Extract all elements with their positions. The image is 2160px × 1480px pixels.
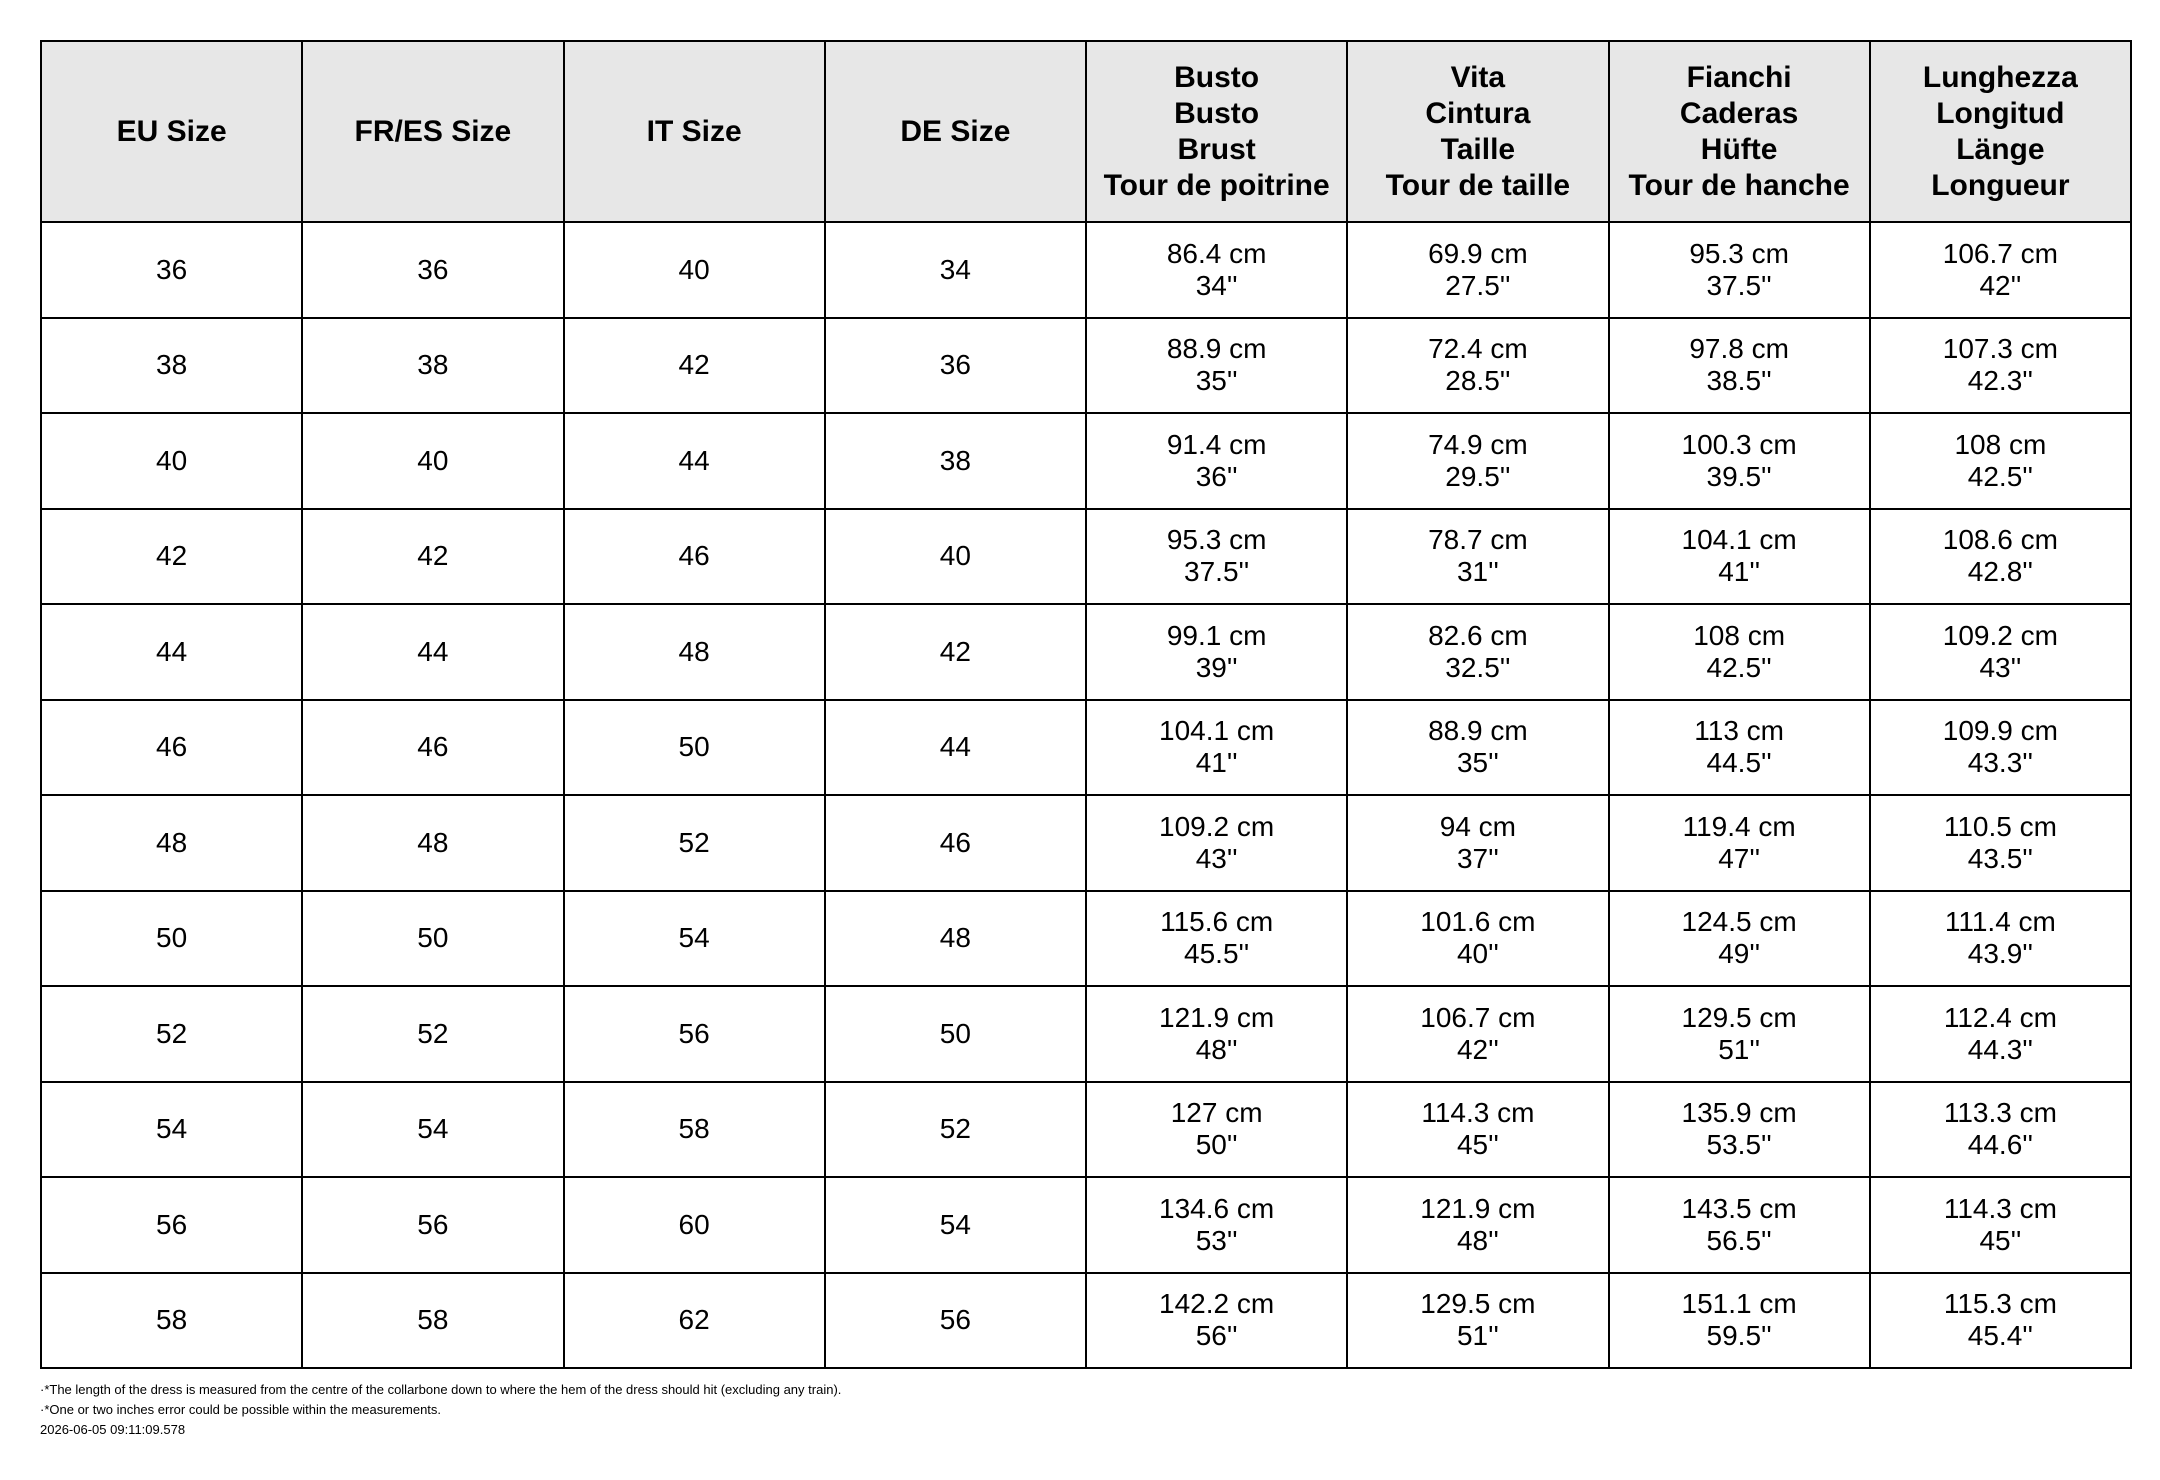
cell-eu-size: 50 <box>41 891 302 987</box>
cell-fr-es-size: 44 <box>302 604 563 700</box>
footnotes <box>40 1380 841 1440</box>
value-cm: 129.5 cm <box>1681 1001 1797 1033</box>
value-inches: 37.5'' <box>1184 556 1250 588</box>
table-row <box>41 986 2131 1082</box>
header-line: Hüfte <box>1700 132 1778 166</box>
cell-hips <box>1609 1082 1870 1178</box>
value-cm: 151.1 cm <box>1681 1288 1797 1320</box>
value-inches: 34'' <box>1195 269 1238 301</box>
cell-waist <box>1347 700 1608 796</box>
value-cm: 97.8 cm <box>1689 333 1789 365</box>
value-inches: 43.9'' <box>1967 938 2033 970</box>
value-inches: 35'' <box>1195 365 1238 397</box>
value-inches: 41'' <box>1195 747 1238 779</box>
cell-de-size: 52 <box>825 1082 1086 1178</box>
table-row <box>41 1082 2131 1178</box>
value-cm: 74.9 cm <box>1428 428 1528 460</box>
header-line: EU Size <box>116 114 227 148</box>
value-inches: 44.5'' <box>1706 747 1772 779</box>
cell-it-size: 40 <box>564 222 825 318</box>
header-bust <box>1086 41 1347 222</box>
header-hips <box>1609 41 1870 222</box>
cell-bust <box>1086 1273 1347 1369</box>
value-cm: 100.3 cm <box>1681 428 1797 460</box>
cell-hips <box>1609 700 1870 796</box>
value-inches: 56.5'' <box>1706 1224 1772 1256</box>
value-cm: 99.1 cm <box>1166 619 1267 651</box>
value-inches: 28.5'' <box>1445 365 1511 397</box>
cell-bust <box>1086 318 1347 414</box>
header-line: Brust <box>1177 132 1256 166</box>
value-cm: 127 cm <box>1170 1097 1263 1129</box>
cell-waist <box>1347 413 1608 509</box>
cell-fr-es-size: 46 <box>302 700 563 796</box>
cell-hips <box>1609 604 1870 700</box>
cell-fr-es-size: 48 <box>302 795 563 891</box>
header-line: Tour de poitrine <box>1103 168 1330 202</box>
value-inches: 31'' <box>1456 556 1499 588</box>
value-cm: 106.7 cm <box>1420 1001 1536 1033</box>
value-inches: 44.3'' <box>1967 1033 2033 1065</box>
header-line: Caderas <box>1679 96 1799 130</box>
value-cm: 114.3 cm <box>1421 1097 1535 1129</box>
value-cm: 119.4 cm <box>1682 810 1796 842</box>
size-chart-table <box>40 40 2132 1369</box>
cell-bust <box>1086 986 1347 1082</box>
value-inches: 59.5'' <box>1706 1320 1772 1352</box>
cell-it-size: 50 <box>564 700 825 796</box>
value-inches: 47'' <box>1718 842 1761 874</box>
timestamp: 2026-06-05 09:11:09.578 <box>40 1422 186 1437</box>
value-inches: 50'' <box>1195 1129 1238 1161</box>
value-inches: 45.4'' <box>1967 1320 2033 1352</box>
cell-de-size: 38 <box>825 413 1086 509</box>
cell-length <box>1870 986 2131 1082</box>
cell-it-size: 46 <box>564 509 825 605</box>
header-waist <box>1347 41 1608 222</box>
cell-fr-es-size: 38 <box>302 318 563 414</box>
footnote-dress-length: ·*The length of the dress is measured from the centre of the collarbone down to where the hem of the dress should hit (excluding any train). <box>40 1382 842 1397</box>
value-cm: 109.9 cm <box>1942 715 2058 747</box>
table-header <box>41 41 2131 222</box>
table-row <box>41 1177 2131 1273</box>
value-cm: 91.4 cm <box>1166 428 1267 460</box>
cell-hips <box>1609 222 1870 318</box>
value-inches: 42'' <box>1456 1033 1499 1065</box>
value-inches: 51'' <box>1718 1033 1761 1065</box>
value-inches: 27.5'' <box>1445 269 1511 301</box>
cell-length <box>1870 1273 2131 1369</box>
cell-hips <box>1609 795 1870 891</box>
cell-waist <box>1347 1273 1608 1369</box>
value-cm: 113 cm <box>1694 715 1784 747</box>
header-line: Fianchi <box>1686 60 1792 94</box>
cell-waist <box>1347 891 1608 987</box>
cell-waist <box>1347 1082 1608 1178</box>
cell-it-size: 58 <box>564 1082 825 1178</box>
cell-eu-size: 36 <box>41 222 302 318</box>
value-inches: 56'' <box>1195 1320 1238 1352</box>
value-cm: 104.1 cm <box>1159 715 1275 747</box>
value-inches: 36'' <box>1195 460 1238 492</box>
cell-bust <box>1086 604 1347 700</box>
header-eu-size <box>41 41 302 222</box>
cell-length <box>1870 700 2131 796</box>
header-line: IT Size <box>646 114 742 148</box>
cell-bust <box>1086 1082 1347 1178</box>
cell-bust <box>1086 222 1347 318</box>
cell-eu-size: 58 <box>41 1273 302 1369</box>
value-cm: 134.6 cm <box>1159 1192 1275 1224</box>
header-line: Busto <box>1174 60 1260 94</box>
value-cm: 88.9 cm <box>1166 333 1267 365</box>
value-cm: 112.4 cm <box>1943 1001 2057 1033</box>
value-cm: 107.3 cm <box>1942 333 2058 365</box>
header-line: Busto <box>1174 96 1260 130</box>
cell-eu-size: 54 <box>41 1082 302 1178</box>
value-cm: 121.9 cm <box>1159 1001 1275 1033</box>
value-inches: 48'' <box>1456 1224 1499 1256</box>
value-inches: 37'' <box>1456 842 1499 874</box>
value-cm: 109.2 cm <box>1942 619 2058 651</box>
table-row <box>41 700 2131 796</box>
header-it-size <box>564 41 825 222</box>
value-inches: 38.5'' <box>1706 365 1772 397</box>
cell-waist <box>1347 509 1608 605</box>
value-cm: 108 cm <box>1693 619 1786 651</box>
header-line: Lunghezza <box>1922 60 2078 94</box>
table-row <box>41 604 2131 700</box>
value-inches: 49'' <box>1718 938 1761 970</box>
header-line: Vita <box>1450 60 1506 94</box>
cell-length <box>1870 413 2131 509</box>
cell-length <box>1870 1177 2131 1273</box>
cell-length <box>1870 795 2131 891</box>
header-de-size <box>825 41 1086 222</box>
cell-hips <box>1609 986 1870 1082</box>
cell-fr-es-size: 36 <box>302 222 563 318</box>
cell-de-size: 44 <box>825 700 1086 796</box>
table-body <box>41 222 2131 1368</box>
cell-hips <box>1609 413 1870 509</box>
value-cm: 106.7 cm <box>1942 237 2058 269</box>
header-length <box>1870 41 2131 222</box>
value-cm: 124.5 cm <box>1681 906 1797 938</box>
cell-bust <box>1086 891 1347 987</box>
cell-eu-size: 56 <box>41 1177 302 1273</box>
value-cm: 115.6 cm <box>1160 906 1274 938</box>
cell-fr-es-size: 58 <box>302 1273 563 1369</box>
header-line: Länge <box>1956 132 2045 166</box>
cell-de-size: 34 <box>825 222 1086 318</box>
cell-length <box>1870 509 2131 605</box>
cell-eu-size: 52 <box>41 986 302 1082</box>
cell-waist <box>1347 222 1608 318</box>
value-cm: 121.9 cm <box>1420 1192 1536 1224</box>
cell-bust <box>1086 700 1347 796</box>
cell-bust <box>1086 413 1347 509</box>
cell-waist <box>1347 986 1608 1082</box>
cell-length <box>1870 318 2131 414</box>
cell-bust <box>1086 509 1347 605</box>
cell-it-size: 42 <box>564 318 825 414</box>
value-inches: 40'' <box>1456 938 1499 970</box>
header-line: Longueur <box>1931 168 2070 202</box>
table-row <box>41 509 2131 605</box>
value-inches: 45.5'' <box>1184 938 1250 970</box>
header-line: DE Size <box>900 114 1011 148</box>
cell-bust <box>1086 1177 1347 1273</box>
value-cm: 101.6 cm <box>1420 906 1536 938</box>
value-inches: 45'' <box>1456 1129 1499 1161</box>
table-row <box>41 1273 2131 1369</box>
footnote-measurement-error: ·*One or two inches error could be possible within the measurements. <box>40 1402 442 1417</box>
cell-eu-size: 46 <box>41 700 302 796</box>
cell-hips <box>1609 318 1870 414</box>
cell-it-size: 60 <box>564 1177 825 1273</box>
header-line: Longitud <box>1936 96 2065 130</box>
cell-hips <box>1609 1177 1870 1273</box>
cell-eu-size: 38 <box>41 318 302 414</box>
value-inches: 39.5'' <box>1706 460 1772 492</box>
cell-eu-size: 42 <box>41 509 302 605</box>
value-cm: 82.6 cm <box>1428 619 1528 651</box>
table-row <box>41 795 2131 891</box>
value-cm: 95.3 cm <box>1166 524 1267 556</box>
cell-de-size: 48 <box>825 891 1086 987</box>
cell-it-size: 54 <box>564 891 825 987</box>
value-cm: 69.9 cm <box>1428 237 1528 269</box>
value-inches: 29.5'' <box>1445 460 1511 492</box>
value-cm: 108 cm <box>1954 428 2047 460</box>
value-cm: 111.4 cm <box>1944 906 2056 938</box>
table-row <box>41 413 2131 509</box>
table-row <box>41 222 2131 318</box>
cell-fr-es-size: 40 <box>302 413 563 509</box>
value-inches: 39'' <box>1195 651 1238 683</box>
header-line: Cintura <box>1425 96 1531 130</box>
value-inches: 42.5'' <box>1967 460 2033 492</box>
cell-bust <box>1086 795 1347 891</box>
cell-waist <box>1347 1177 1608 1273</box>
header-row <box>41 41 2131 222</box>
header-line: Tour de hanche <box>1628 168 1850 202</box>
value-inches: 53.5'' <box>1706 1129 1772 1161</box>
value-inches: 42.5'' <box>1706 651 1772 683</box>
cell-de-size: 54 <box>825 1177 1086 1273</box>
cell-hips <box>1609 509 1870 605</box>
cell-it-size: 52 <box>564 795 825 891</box>
value-inches: 35'' <box>1456 747 1499 779</box>
cell-de-size: 40 <box>825 509 1086 605</box>
cell-it-size: 56 <box>564 986 825 1082</box>
value-cm: 135.9 cm <box>1681 1097 1797 1129</box>
value-inches: 42'' <box>1979 269 2022 301</box>
header-line: Taille <box>1440 132 1516 166</box>
header-line: FR/ES Size <box>354 114 512 148</box>
cell-it-size: 44 <box>564 413 825 509</box>
value-inches: 51'' <box>1456 1320 1499 1352</box>
cell-it-size: 48 <box>564 604 825 700</box>
cell-de-size: 56 <box>825 1273 1086 1369</box>
value-cm: 114.3 cm <box>1943 1192 2057 1224</box>
cell-length <box>1870 1082 2131 1178</box>
cell-de-size: 36 <box>825 318 1086 414</box>
header-line: Tour de taille <box>1385 168 1571 202</box>
cell-fr-es-size: 54 <box>302 1082 563 1178</box>
value-inches: 44.6'' <box>1967 1129 2033 1161</box>
value-cm: 88.9 cm <box>1428 715 1528 747</box>
value-cm: 86.4 cm <box>1166 237 1267 269</box>
value-inches: 42.3'' <box>1967 365 2033 397</box>
table-row <box>41 891 2131 987</box>
cell-waist <box>1347 604 1608 700</box>
value-inches: 43'' <box>1195 842 1238 874</box>
value-inches: 42.8'' <box>1967 556 2033 588</box>
cell-eu-size: 44 <box>41 604 302 700</box>
cell-length <box>1870 891 2131 987</box>
table-row <box>41 318 2131 414</box>
value-inches: 32.5'' <box>1445 651 1511 683</box>
value-cm: 95.3 cm <box>1689 237 1789 269</box>
value-cm: 72.4 cm <box>1428 333 1528 365</box>
cell-waist <box>1347 318 1608 414</box>
cell-hips <box>1609 1273 1870 1369</box>
value-inches: 45'' <box>1979 1224 2022 1256</box>
value-inches: 48'' <box>1195 1033 1238 1065</box>
value-inches: 43.5'' <box>1967 842 2033 874</box>
value-inches: 41'' <box>1718 556 1761 588</box>
cell-de-size: 42 <box>825 604 1086 700</box>
cell-fr-es-size: 56 <box>302 1177 563 1273</box>
cell-length <box>1870 222 2131 318</box>
cell-waist <box>1347 795 1608 891</box>
cell-eu-size: 48 <box>41 795 302 891</box>
value-inches: 43'' <box>1979 651 2022 683</box>
value-cm: 104.1 cm <box>1681 524 1797 556</box>
header-fr-es-size <box>302 41 563 222</box>
value-cm: 142.2 cm <box>1159 1288 1275 1320</box>
value-cm: 129.5 cm <box>1420 1288 1536 1320</box>
value-inches: 43.3'' <box>1967 747 2033 779</box>
value-cm: 109.2 cm <box>1159 810 1275 842</box>
cell-fr-es-size: 52 <box>302 986 563 1082</box>
cell-it-size: 62 <box>564 1273 825 1369</box>
value-inches: 37.5'' <box>1706 269 1772 301</box>
value-cm: 115.3 cm <box>1943 1288 2057 1320</box>
value-cm: 110.5 cm <box>1943 810 2057 842</box>
cell-eu-size: 40 <box>41 413 302 509</box>
value-cm: 108.6 cm <box>1942 524 2058 556</box>
cell-de-size: 46 <box>825 795 1086 891</box>
cell-length <box>1870 604 2131 700</box>
cell-fr-es-size: 42 <box>302 509 563 605</box>
cell-de-size: 50 <box>825 986 1086 1082</box>
value-inches: 53'' <box>1195 1224 1238 1256</box>
cell-hips <box>1609 891 1870 987</box>
value-cm: 94 cm <box>1439 810 1516 842</box>
value-cm: 143.5 cm <box>1681 1192 1797 1224</box>
value-cm: 78.7 cm <box>1428 524 1528 556</box>
value-cm: 113.3 cm <box>1943 1097 2057 1129</box>
cell-fr-es-size: 50 <box>302 891 563 987</box>
